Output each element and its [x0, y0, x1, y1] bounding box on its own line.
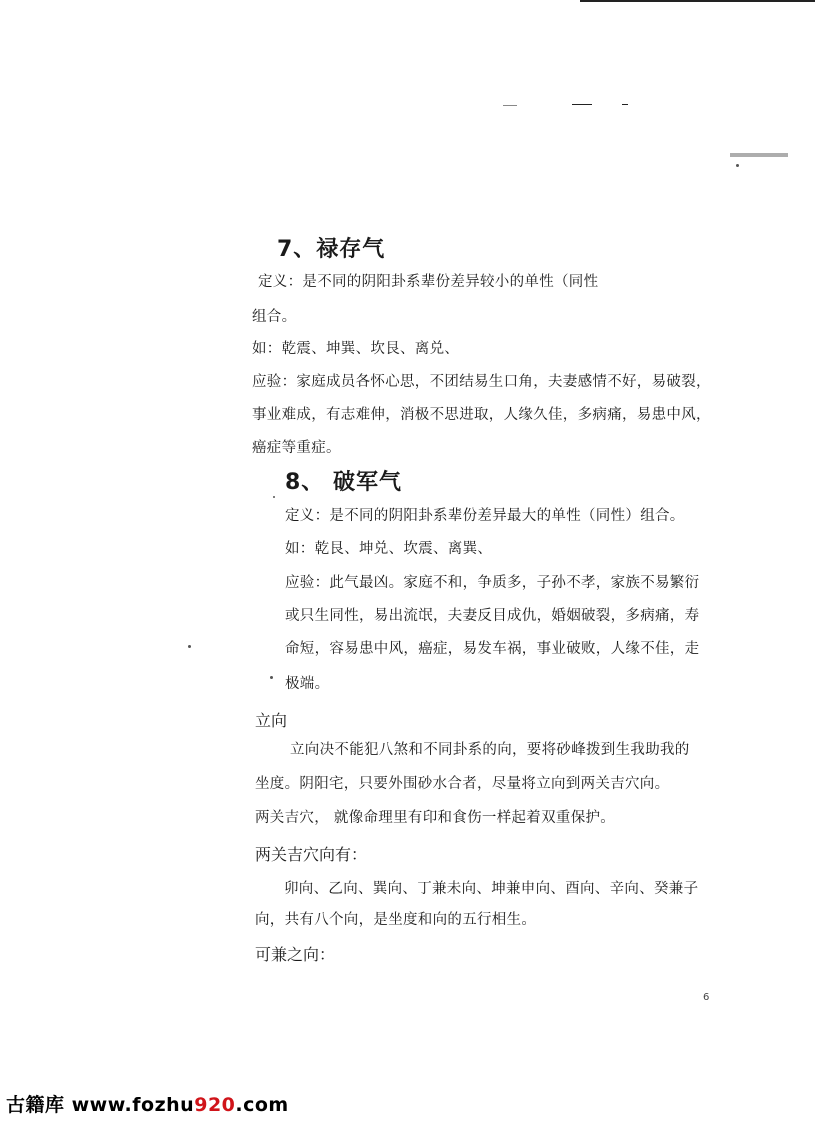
- section7-definition-line1: 定义：是不同的阴阳卦系辈份差异较小的单性（同性: [258, 274, 599, 290]
- section7-definition-line2: 组合。: [252, 309, 297, 325]
- orientation-heading: 立向: [255, 711, 288, 730]
- watermark-prefix: 古籍库 www.fozhu: [6, 1094, 195, 1116]
- auspicious-line2: 向，共有八个向，是坐度和向的五行相生。: [255, 912, 537, 928]
- scan-dash-2: [572, 104, 592, 105]
- auspicious-line1: 卯向、乙向、巽向、丁兼未向、坤兼申向、酉向、辛向、癸兼子: [284, 881, 699, 897]
- section7-effect-line1: 应验：家庭成员各怀心思，不团结易生口角，夫妻感情不好，易破裂，: [252, 374, 711, 390]
- site-watermark: [6, 1090, 289, 1117]
- section8-definition: 定义：是不同的阴阳卦系辈份差异最大的单性（同性）组合。: [285, 508, 685, 524]
- section7-effect-line2: 事业难成，有志难伸，消极不思进取，人缘久佳，多病痛，易患中风，: [252, 407, 711, 423]
- section7-example: 如：乾震、坤巽、坎艮、离兑、: [252, 341, 460, 357]
- section8-effect-line3: 命短，容易患中风，癌症，易发车祸，事业破败，人缘不佳，走: [285, 641, 700, 657]
- page-number: 6: [703, 992, 710, 1003]
- section8-effect-line2: 或只生同性，易出流氓，夫妻反目成仇，婚姻破裂，多病痛，寿: [285, 608, 700, 624]
- watermark-suffix: .com: [235, 1094, 289, 1116]
- section8-example: 如：乾艮、坤兑、坎震、离巽、: [285, 541, 493, 557]
- scan-top-edge-line: [580, 0, 815, 2]
- section8-title: 8、 破军气: [285, 470, 402, 495]
- orientation-paragraph2: 两关吉穴， 就像命理里有印和食伤一样起着双重保护。: [255, 810, 616, 826]
- combinable-heading: 可兼之向：: [255, 945, 336, 964]
- section8-effect-line4: 极端。: [285, 676, 330, 692]
- section7-title: 7、禄存气: [277, 237, 386, 262]
- watermark-number: 920: [194, 1094, 236, 1116]
- scan-dash-3: [622, 104, 628, 105]
- scan-noise-smudge: [730, 153, 788, 157]
- auspicious-heading: 两关吉穴向有：: [255, 845, 368, 864]
- section7-effect-line3: 癌症等重症。: [252, 440, 341, 456]
- scan-dot-1: [736, 164, 739, 167]
- scan-dot-4: [273, 496, 275, 498]
- scan-dot-2: [188, 645, 191, 648]
- scan-dot-3: [270, 676, 273, 679]
- orientation-paragraph1-line1: 立向决不能犯八煞和不同卦系的向，要将砂峰拨到生我助我的: [290, 742, 690, 758]
- orientation-paragraph1-line2: 坐度。阴阳宅，只要外围砂水合者，尽量将立向到两关吉穴向。: [255, 776, 670, 792]
- scan-dash-1: [503, 105, 517, 106]
- section8-effect-line1: 应验：此气最凶。家庭不和，争质多，子孙不孝，家族不易繁衍: [285, 575, 700, 591]
